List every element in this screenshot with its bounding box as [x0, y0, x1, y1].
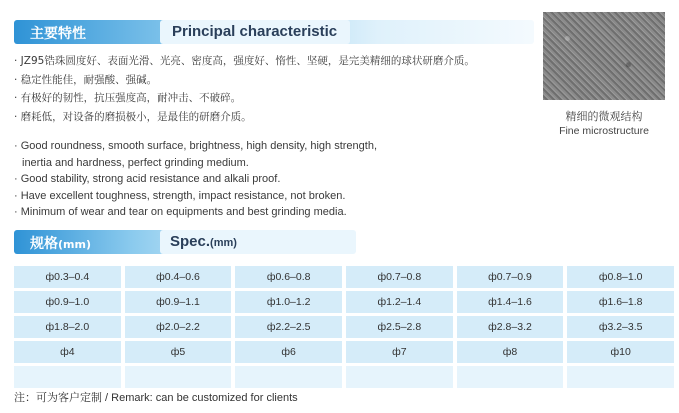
features-cn-list [14, 52, 544, 126]
table-cell: ф1.6–1.8 [567, 291, 674, 313]
section-title-cn: 主要特性 [30, 26, 86, 42]
spec-title-cn-unit: (mm) [58, 238, 91, 251]
spec-title-cn-text: 规格 [30, 236, 58, 252]
table-cell [125, 366, 232, 388]
table-cell: ф2.5–2.8 [346, 316, 453, 338]
table-cell: ф1.4–1.6 [457, 291, 564, 313]
list-item: · 有极好的韧性，抗压强度高，耐冲击、不破碎。 [14, 92, 242, 104]
list-item: inertia and hardness, perfect grinding medium. [22, 156, 249, 169]
spec-title-cn [30, 233, 91, 253]
section-title-en: Principal characteristic [172, 23, 338, 40]
table-cell: ф2.0–2.2 [125, 316, 232, 338]
list-item: · Good stability, strong acid resistance and alkali proof. [14, 173, 281, 185]
table-cell [14, 366, 121, 388]
photo-caption-en: Fine microstructure [559, 125, 649, 137]
microstructure-photo [543, 12, 665, 100]
spec-table [14, 266, 674, 388]
table-cell: ф0.9–1.1 [125, 291, 232, 313]
table-cell: ф3.2–3.5 [567, 316, 674, 338]
table-cell [235, 366, 342, 388]
table-cell: ф2.8–3.2 [457, 316, 564, 338]
table-cell: ф0.7–0.9 [457, 266, 564, 288]
table-cell [457, 366, 564, 388]
features-en-list [14, 138, 534, 221]
remark-cn: 注：可为客户定制 [14, 391, 102, 404]
table-cell: ф1.0–1.2 [235, 291, 342, 313]
table-cell: ф1.2–1.4 [346, 291, 453, 313]
table-cell: ф5 [125, 341, 232, 363]
table-cell: ф0.8–1.0 [567, 266, 674, 288]
table-cell: ф6 [235, 341, 342, 363]
table-cell: ф10 [567, 341, 674, 363]
list-item: · JZ95锆珠圆度好、表面光滑、光亮、密度高，强度好、惰性、坚硬，是完美精细的球状研磨介质。 [14, 55, 475, 67]
spec-title-en [170, 233, 237, 250]
list-item: · 磨耗低，对设备的磨损极小，是最佳的研磨介质。 [14, 110, 252, 123]
list-item: · Good roundness, smooth surface, brightness, high density, high strength, [14, 140, 377, 152]
table-cell [346, 366, 453, 388]
spec-title-en-text: Spec. [170, 233, 211, 250]
table-cell: ф0.3–0.4 [14, 266, 121, 288]
table-cell: ф2.2–2.5 [235, 316, 342, 338]
list-item: · Minimum of wear and tear on equipments and best grinding media. [14, 206, 347, 218]
table-cell: ф0.6–0.8 [235, 266, 342, 288]
table-cell [567, 366, 674, 388]
table-cell: ф4 [14, 341, 121, 363]
table-cell: ф0.7–0.8 [346, 266, 453, 288]
table-cell: ф7 [346, 341, 453, 363]
spec-title-en-unit: (mm) [210, 237, 237, 249]
photo-caption-cn: 精细的微观结构 [565, 110, 643, 123]
table-cell: ф8 [457, 341, 564, 363]
remark-en: / Remark: can be customized for clients [102, 392, 298, 404]
remark [14, 389, 298, 405]
table-cell: ф0.4–0.6 [125, 266, 232, 288]
list-item: · Have excellent toughness, strength, impact resistance, not broken. [14, 189, 346, 202]
list-item: · 稳定性能佳，耐强酸、强碱。 [14, 73, 158, 86]
table-cell: ф0.9–1.0 [14, 291, 121, 313]
table-cell: ф1.8–2.0 [14, 316, 121, 338]
